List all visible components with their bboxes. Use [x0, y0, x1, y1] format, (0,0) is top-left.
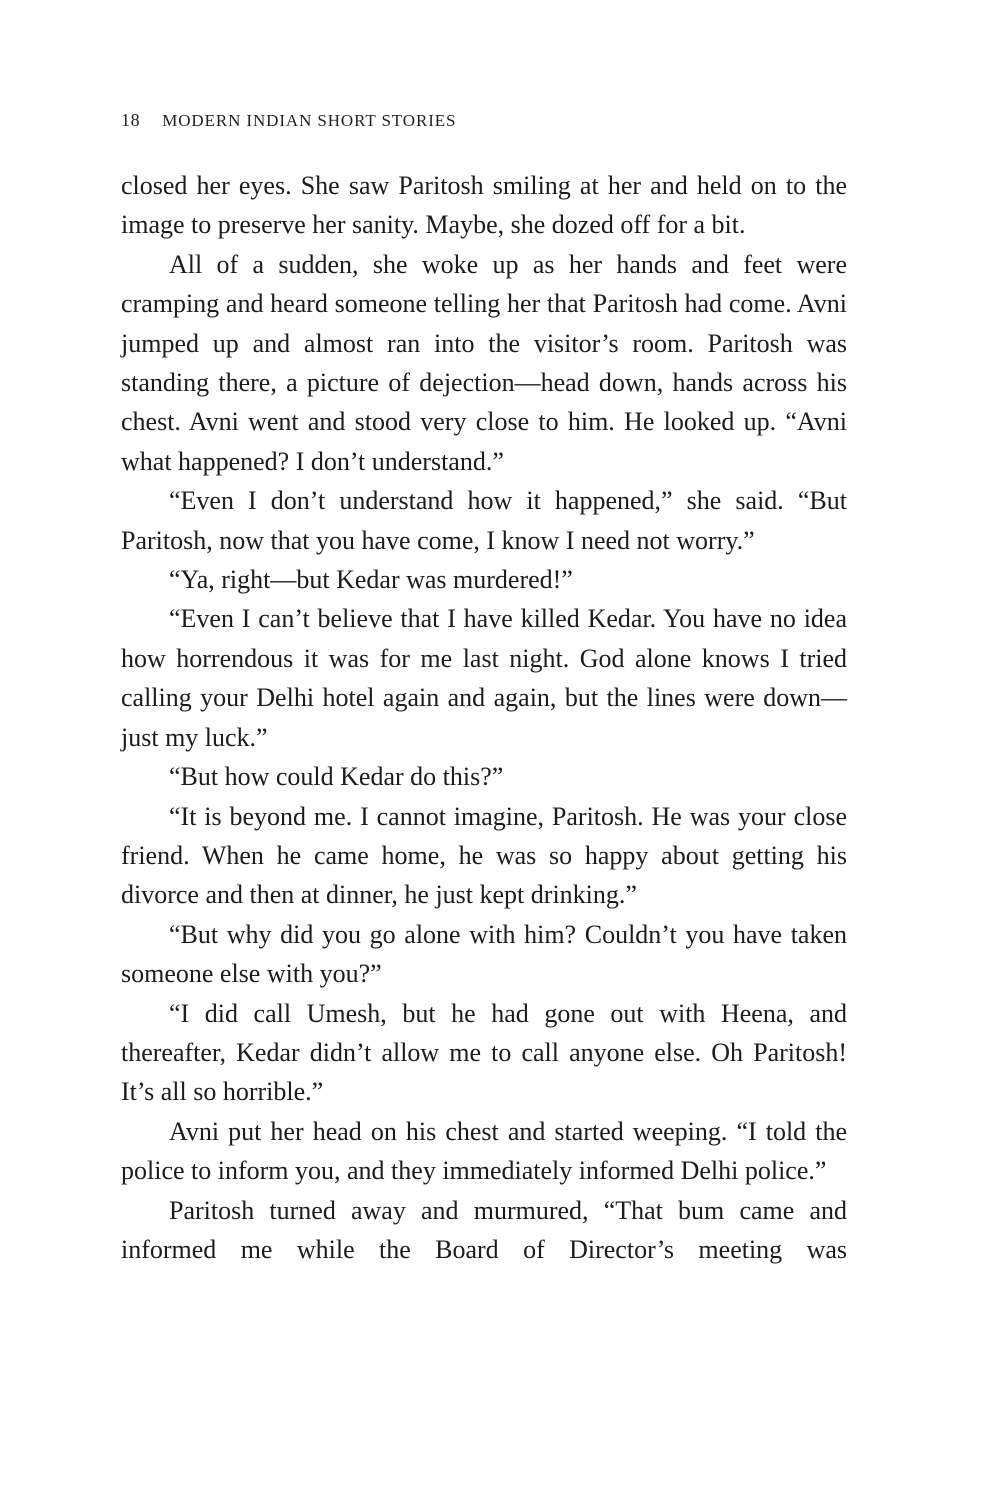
story-text [121, 166, 847, 1269]
page-number: 18 [121, 110, 141, 130]
paragraph: “Even I don’t understand how it happened,” she said. “But Paritosh, now that you have come, I know I need not worry.” [121, 486, 847, 555]
paragraph: “Even I can’t believe that I have killed Kedar. You have no idea how horrendous it was for me last night. God alone knows I tried calling your Delhi hotel again and again, but the lines were down—just my luck.” [121, 604, 847, 752]
paragraph: Avni put her head on his chest and started weeping. “I told the police to inform you, and they immediately informed Delhi police.” [121, 1116, 847, 1186]
running-head [121, 106, 846, 135]
paragraph: “It is beyond me. I cannot imagine, Paritosh. He was your close friend. When he came home, he was so happy about getting his divorce and then at dinner, he just kept drinking.” [121, 801, 847, 910]
paragraph: All of a sudden, she woke up as her hands and feet were cramping and heard someone telling her that Paritosh had come. Avni jumped up and almost ran into the visitor’s room. Paritosh was standing there, a picture of dejection—head down, hands across his chest. Avni went and stood very close to him. He looked up. “Avni what happened? I don’t understand.” [121, 249, 847, 476]
paragraph: “I did call Umesh, but he had gone out with Heena, and thereafter, Kedar didn’t allow me to call anyone else. Oh Paritosh! It’s all so horrible.” [121, 998, 847, 1107]
paragraph: “Ya, right—but Kedar was murdered!” [169, 565, 573, 595]
paragraph: “But why did you go alone with him? Couldn’t you have taken someone else with you?” [121, 919, 847, 989]
book-title: MODERN INDIAN SHORT STORIES [162, 111, 457, 130]
paragraph: “But how could Kedar do this?” [169, 762, 504, 792]
paragraph-continued: closed her eyes. She saw Paritosh smiling at her and held on to the image to preserve her sanity. Maybe, she dozed off for a bit. [121, 171, 847, 240]
paragraph-continues: Paritosh turned away and murmured, “That bum came and informed me while the Board of Director’s meeting was [121, 1195, 847, 1264]
